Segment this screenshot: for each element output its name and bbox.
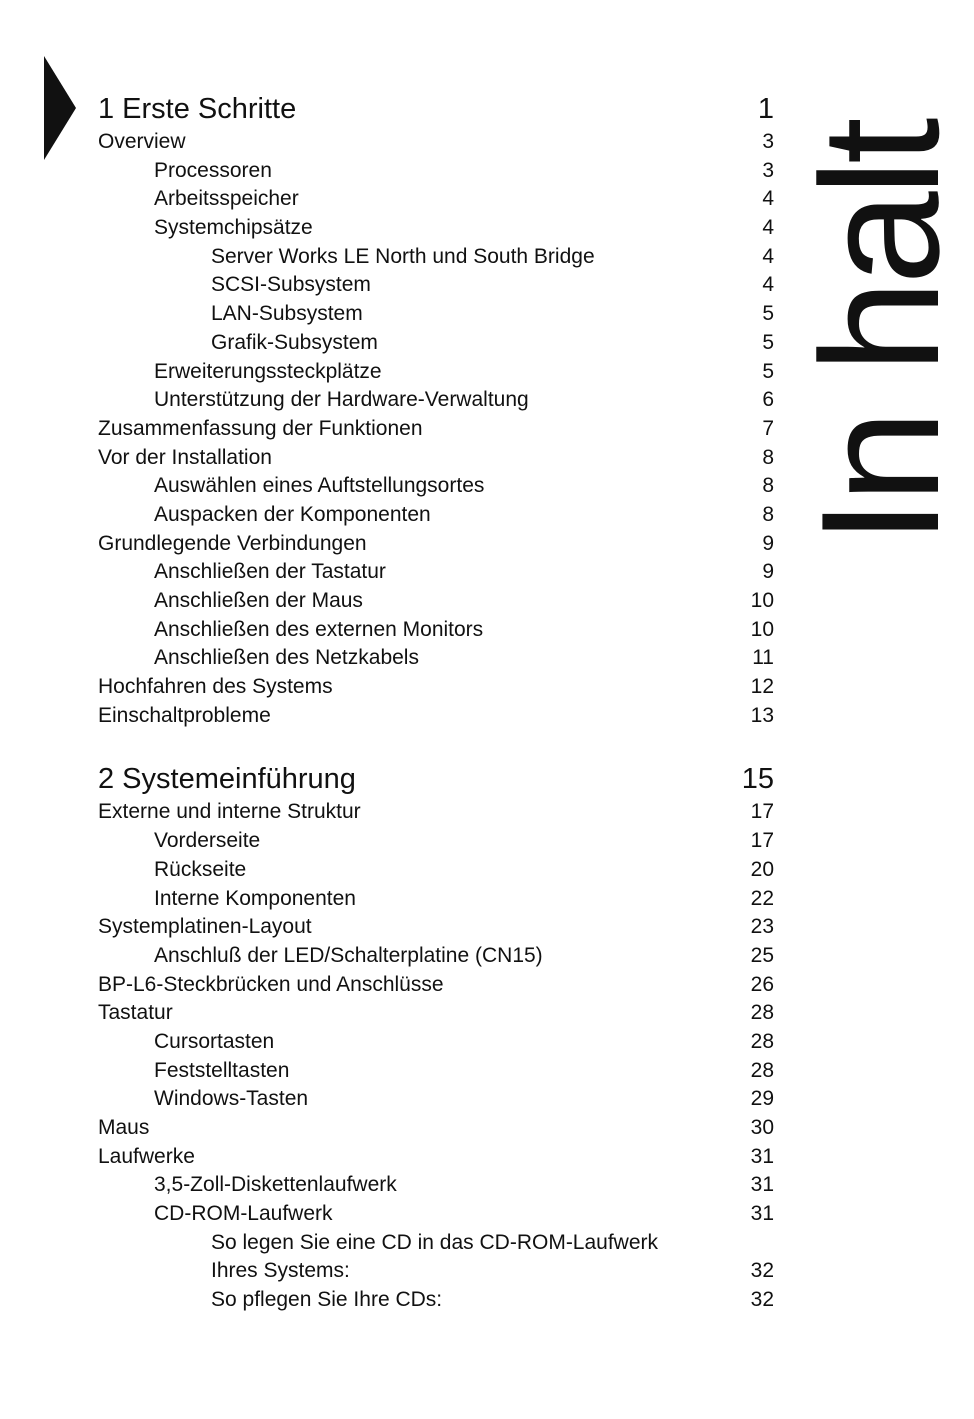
toc-entry[interactable] — [98, 300, 774, 329]
toc-entry-label: Anschließen der Maus — [154, 589, 363, 612]
toc-entry-page-number: 13 — [750, 703, 774, 727]
toc-entry[interactable] — [98, 1171, 774, 1200]
toc-entry-page-number: 17 — [750, 800, 774, 824]
toc-entry-label: Unterstützung der Hardware-Verwaltung — [154, 388, 529, 412]
toc-section-2 — [98, 760, 774, 1314]
toc-entry-label: Auswählen eines Auftstellungsortes — [154, 474, 485, 498]
section-heading[interactable] — [98, 90, 774, 128]
toc-entry[interactable] — [98, 243, 774, 272]
toc-entry[interactable] — [98, 530, 774, 559]
toc-entry-label: Erweiterungssteckplätze — [154, 359, 382, 383]
toc-entry[interactable] — [98, 1114, 774, 1143]
toc-entry[interactable] — [98, 128, 774, 157]
toc-entry-page-number: 10 — [750, 617, 774, 641]
toc-entry-page-number: 3 — [762, 130, 774, 153]
toc-entry-page-number: 22 — [750, 886, 774, 910]
toc-entry[interactable] — [98, 1257, 774, 1286]
toc-entry-page-number: 5 — [762, 359, 774, 383]
toc-entry-page-number: 11 — [752, 646, 774, 670]
toc-entry-label: Windows-Tasten — [154, 1087, 309, 1111]
toc-entry-page-number: 32 — [750, 1288, 774, 1312]
toc-entry[interactable] — [98, 271, 774, 300]
toc-entry-label: 3,5-Zoll-Diskettenlaufwerk — [154, 1173, 397, 1197]
toc-entry-label: Systemplatinen-Layout — [98, 915, 312, 939]
toc-entry-label: Server Works LE North und South Bridge — [211, 244, 595, 268]
toc-entry[interactable] — [98, 913, 774, 942]
toc-entry-label: Zusammenfassung der Funktionen — [98, 416, 423, 440]
toc-entry[interactable] — [98, 616, 774, 645]
toc-entry-page-number: 5 — [762, 330, 774, 354]
toc-entry[interactable] — [98, 1229, 774, 1258]
section-page-number: 1 — [757, 93, 774, 125]
toc-entry[interactable] — [98, 386, 774, 415]
toc-entry[interactable] — [98, 644, 774, 673]
toc-entry-label: LAN-Subsystem — [211, 302, 363, 326]
toc-entry-label: BP-L6-Steckbrücken und Anschlüsse — [98, 972, 444, 996]
toc-entry-page-number: 10 — [750, 589, 774, 612]
toc-entry[interactable] — [98, 999, 774, 1028]
toc-entry-label: Anschließen des externen Monitors — [154, 617, 484, 641]
toc-entry-label: CD-ROM-Laufwerk — [154, 1202, 333, 1226]
toc-entry[interactable] — [98, 673, 774, 702]
toc-entry[interactable] — [98, 1286, 774, 1315]
toc-entry-label: Ihres Systems: — [211, 1259, 350, 1283]
toc-entry-page-number: 8 — [762, 445, 774, 469]
toc-entry-label: Anschließen des Netzkabels — [154, 646, 419, 670]
toc-entry[interactable] — [98, 214, 774, 243]
toc-entry[interactable] — [98, 501, 774, 530]
toc-entry-page-number: 28 — [750, 1058, 774, 1082]
toc-entry[interactable] — [98, 702, 774, 731]
toc-entry[interactable] — [98, 1085, 774, 1114]
toc-entry-label: Cursortasten — [154, 1029, 275, 1053]
toc-entry-page-number: 5 — [762, 302, 774, 326]
toc-entry[interactable] — [98, 1143, 774, 1172]
toc-section-1 — [98, 90, 774, 730]
toc-entry[interactable] — [98, 942, 774, 971]
toc-entry-page-number: 9 — [762, 531, 774, 555]
toc-entry-page-number: 3 — [762, 158, 774, 182]
toc-entry-page-number: 4 — [762, 216, 774, 240]
toc-entry-page-number: 4 — [762, 244, 774, 268]
section-page-number: 15 — [741, 763, 774, 796]
toc-entry-page-number: 26 — [750, 972, 774, 996]
toc-entry-page-number: 8 — [762, 474, 774, 498]
toc-entry-label: Rückseite — [154, 857, 247, 881]
toc-entry-label: Arbeitsspeicher — [154, 187, 299, 211]
section-marker-triangle — [44, 56, 76, 160]
toc-entry-label: Auspacken der Komponenten — [154, 502, 431, 526]
section-entries — [98, 128, 774, 730]
toc-entry[interactable] — [98, 971, 774, 1000]
side-title — [786, 95, 974, 545]
toc-entry-page-number: 4 — [762, 187, 774, 211]
toc-entry[interactable] — [98, 157, 774, 186]
section-title: 2 Systemeinführung — [98, 763, 356, 796]
section-title: 1 Erste Schritte — [98, 93, 297, 125]
toc-entry-label: Grafik-Subsystem — [211, 330, 378, 354]
toc-entry[interactable] — [98, 185, 774, 214]
toc-entry-page-number: 23 — [750, 915, 774, 939]
toc-entry-label: Processoren — [154, 158, 272, 182]
toc-entry-page-number: 28 — [750, 1029, 774, 1053]
toc-entry-label: Maus — [98, 1116, 150, 1139]
toc-entry-page-number: 8 — [762, 502, 774, 526]
toc-entry-page-number: 12 — [750, 675, 774, 699]
toc-entry-label: Interne Komponenten — [154, 886, 356, 910]
toc-entry-page-number: 28 — [750, 1001, 774, 1025]
toc-entry-label: Anschluß der LED/Schalterplatine (CN15) — [154, 943, 543, 967]
side-title-text: In halt — [786, 122, 974, 545]
toc-entry-page-number: 29 — [750, 1087, 774, 1111]
table-of-contents — [98, 90, 774, 1315]
toc-entry-label: Systemchipsätze — [154, 216, 313, 240]
toc-entry[interactable] — [98, 1057, 774, 1086]
toc-entry-page-number: 32 — [750, 1259, 774, 1283]
toc-entry-page-number: 6 — [762, 388, 774, 412]
toc-entry-page-number: 9 — [762, 560, 774, 584]
section-entries — [98, 798, 774, 1314]
toc-entry-label: Feststelltasten — [154, 1058, 290, 1082]
toc-entry[interactable] — [98, 885, 774, 914]
toc-entry-label: So legen Sie eine CD in das CD-ROM-Laufwerk — [211, 1230, 659, 1254]
toc-entry-label: Vor der Installation — [98, 445, 272, 469]
toc-entry[interactable] — [98, 558, 774, 587]
toc-entry-label: So pflegen Sie Ihre CDs: — [211, 1288, 443, 1312]
toc-entry-label: Overview — [98, 130, 186, 153]
toc-entry[interactable] — [98, 329, 774, 358]
toc-entry[interactable] — [98, 1200, 774, 1229]
toc-entry[interactable] — [98, 1028, 774, 1057]
toc-entry-label: Grundlegende Verbindungen — [98, 531, 367, 555]
toc-entry[interactable] — [98, 415, 774, 444]
toc-entry-page-number: 4 — [762, 273, 774, 297]
toc-entry-page-number: 30 — [750, 1116, 774, 1139]
toc-entry[interactable] — [98, 444, 774, 473]
toc-entry-page-number: 31 — [750, 1202, 774, 1226]
toc-entry-label: Laufwerke — [98, 1144, 195, 1168]
toc-entry-page-number: 25 — [750, 943, 774, 967]
toc-entry[interactable] — [98, 358, 774, 387]
toc-entry-page-number: 7 — [762, 416, 774, 440]
toc-entry-label: Anschließen der Tastatur — [154, 560, 386, 584]
toc-entry-label: Externe und interne Struktur — [98, 800, 361, 824]
toc-entry-page-number: 20 — [750, 857, 774, 881]
toc-entry-label: Hochfahren des Systems — [98, 675, 333, 699]
toc-entry[interactable] — [98, 827, 774, 856]
toc-entry-page-number: 17 — [750, 829, 774, 853]
toc-entry[interactable] — [98, 472, 774, 501]
toc-entry-page-number: 31 — [750, 1144, 774, 1168]
toc-entry-label: SCSI-Subsystem — [211, 273, 371, 297]
toc-entry-page-number: 31 — [750, 1173, 774, 1197]
toc-entry[interactable] — [98, 587, 774, 616]
toc-entry-label: Vorderseite — [154, 829, 261, 853]
toc-entry-label: Tastatur — [98, 1001, 173, 1025]
toc-entry[interactable] — [98, 856, 774, 885]
section-heading[interactable] — [98, 760, 774, 798]
toc-entry[interactable] — [98, 798, 774, 827]
toc-entry-label: Einschaltprobleme — [98, 703, 271, 727]
